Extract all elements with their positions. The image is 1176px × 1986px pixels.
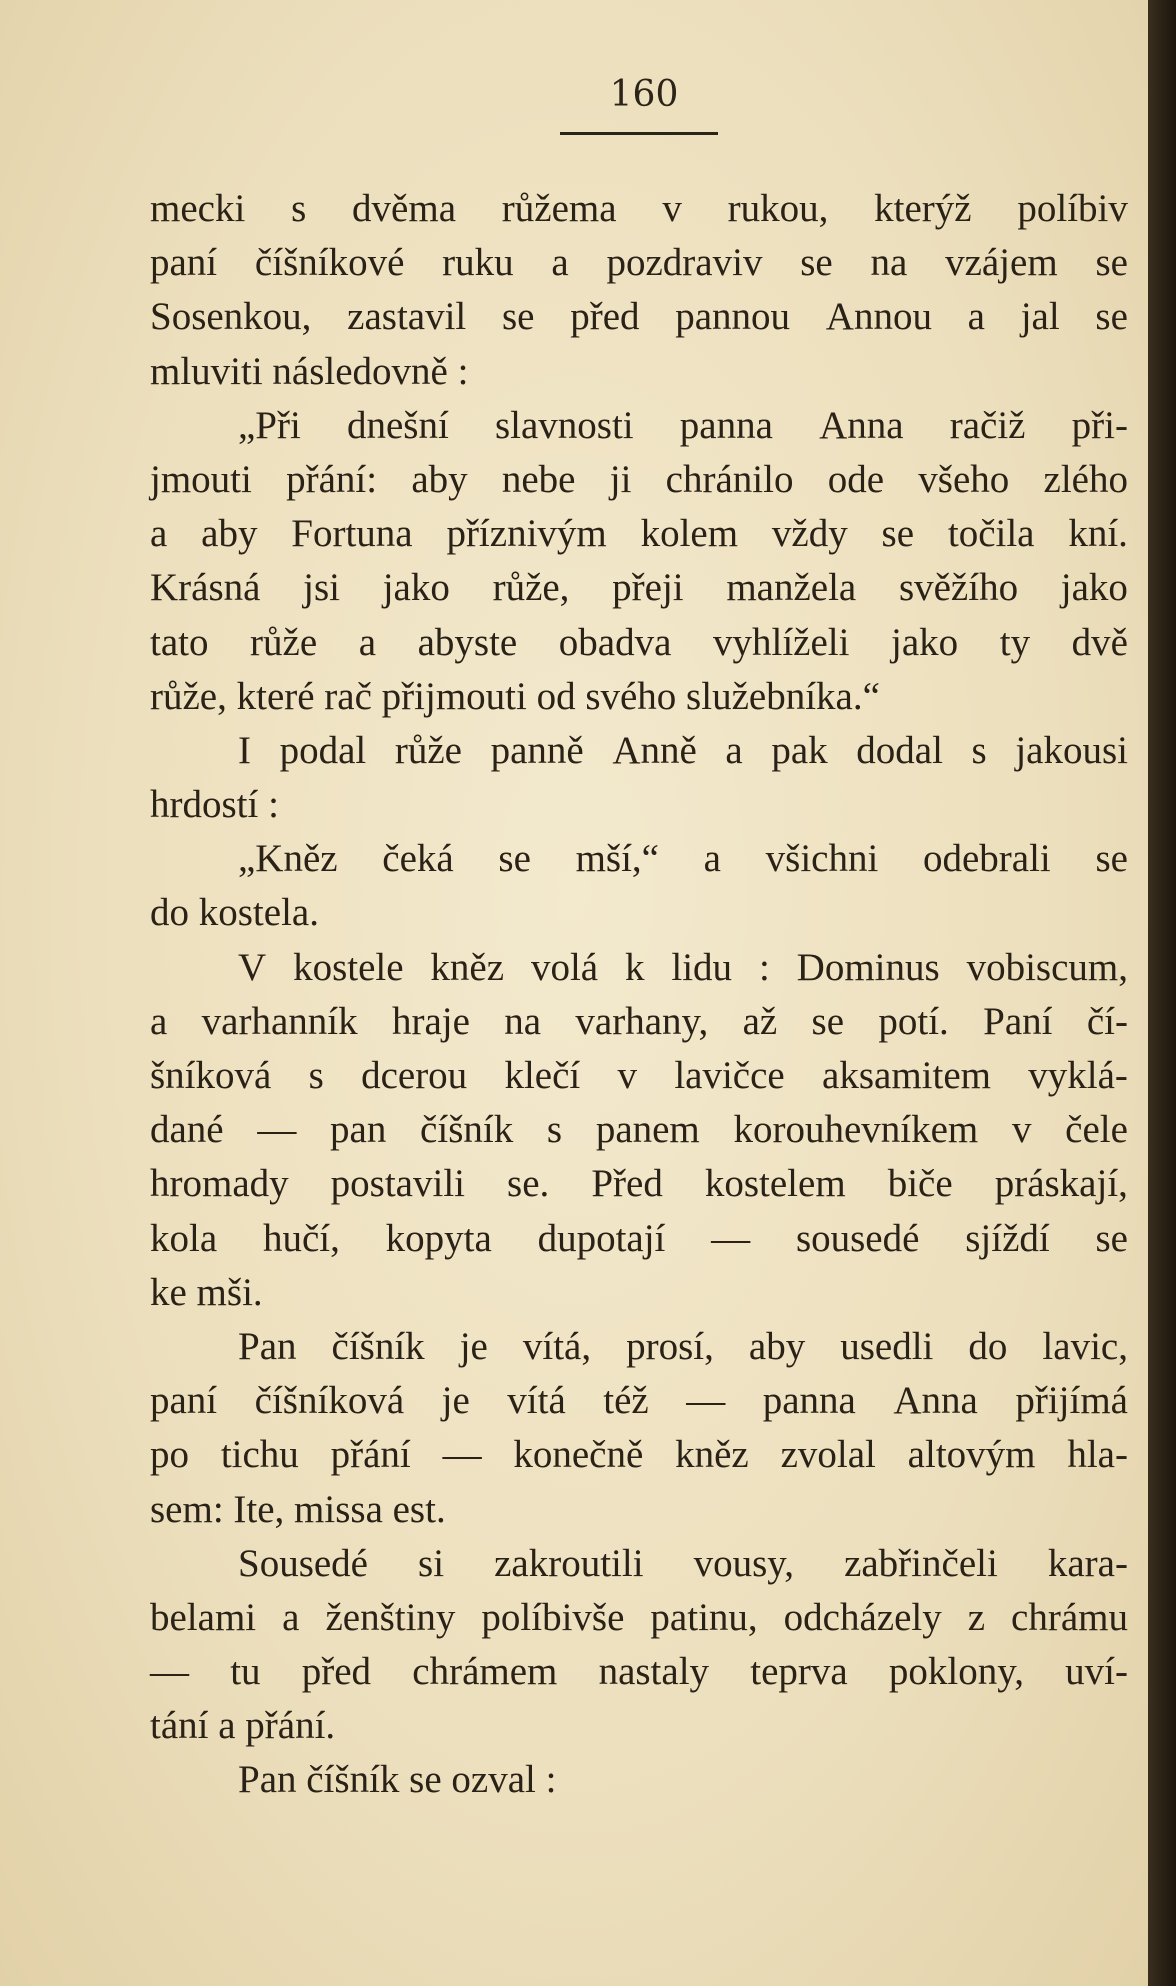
body-text: [150, 182, 1128, 1808]
text-line: paní číšníkové ruku a pozdraviv se na vzájem se: [150, 241, 1128, 285]
text-line: růže, které rač přijmouti od svého služebníka.“: [150, 674, 880, 718]
text-line: I podal růže panně Anně a pak dodal s jakousi: [238, 728, 1128, 772]
text-line: tato růže a abyste obadva vyhlíželi jako ty dvě: [150, 620, 1128, 664]
text-line: a aby Fortuna příznivým kolem vždy se točila kní.: [150, 512, 1128, 556]
text-line: hrdostí :: [150, 783, 279, 827]
text-line: Pan číšník je vítá, prosí, aby usedli do lavic,: [238, 1324, 1128, 1368]
text-line: a varhanník hraje na varhany, až se potí. Paní čí-: [150, 999, 1128, 1043]
text-line: belami a ženštiny políbivše patinu, odcházely z chrámu: [150, 1595, 1128, 1639]
page-number-rule: [560, 132, 718, 135]
text-line: mecki s dvěma růžema v rukou, kterýž políbiv: [150, 187, 1128, 230]
text-line: — tu před chrámem nastaly teprva poklony, uví-: [150, 1650, 1128, 1694]
text-line: po tichu přání — konečně kněz zvolal altovým hla-: [150, 1433, 1128, 1477]
text-line: „Kněz čeká se mší,“ a všichni odebrali se: [238, 837, 1128, 881]
page-number: 160: [609, 74, 679, 115]
text-line: Sosenkou, zastavil se před pannou Annou a jal se: [150, 295, 1128, 339]
text-line: paní číšníková je vítá též — panna Anna přijímá: [150, 1379, 1128, 1423]
text-line: hromady postavili se. Před kostelem biče práskají,: [150, 1162, 1128, 1206]
text-line: tání a přání.: [150, 1704, 336, 1748]
text-line: šníková s dcerou klečí v lavičce aksamitem vyklá-: [150, 1054, 1128, 1097]
text-line: mluviti následovně :: [150, 349, 469, 393]
text-line: Sousedé si zakroutili vousy, zabřinčeli kara-: [238, 1541, 1128, 1585]
text-line: ke mši.: [150, 1270, 263, 1314]
text-line: V kostele kněz volá k lidu : Dominus vobiscum,: [238, 945, 1128, 989]
text-line: kola hučí, kopyta dupotají — sousedé sjíždí se: [150, 1216, 1128, 1260]
text-line: sem: Ite, missa est.: [150, 1487, 446, 1531]
text-line: Pan číšník se ozval :: [238, 1758, 557, 1802]
text-line: Krásná jsi jako růže, přeji manžela svěžího jako: [150, 566, 1128, 610]
text-line: dané — pan číšník s panem korouhevníkem v čele: [150, 1108, 1128, 1152]
page-edge: [1148, 0, 1176, 1986]
text-line: „Při dnešní slavnosti panna Anna račiž při-: [238, 403, 1128, 447]
text-line: jmouti přání: aby nebe ji chránilo ode všeho zlého: [150, 457, 1128, 501]
text-line: do kostela.: [150, 891, 319, 935]
